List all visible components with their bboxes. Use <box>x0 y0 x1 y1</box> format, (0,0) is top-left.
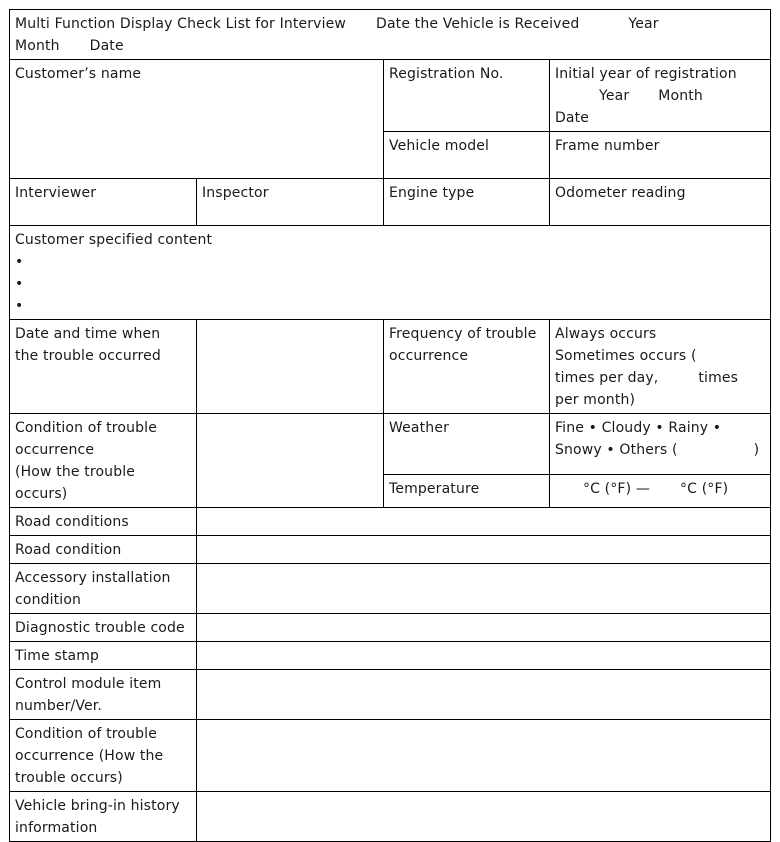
customer-name-label: Customer’s name <box>15 66 142 82</box>
control-module-label: number/Ver. <box>15 698 103 714</box>
specified-content-row <box>10 226 771 320</box>
header-cell <box>10 10 771 60</box>
trouble-datetime-label-cell <box>10 320 197 414</box>
history-label: information <box>15 820 98 836</box>
odometer-label: Odometer reading <box>555 185 686 201</box>
frequency-always-option[interactable]: Always occurs <box>555 326 657 342</box>
trouble-datetime-label: Date and time when <box>15 326 161 342</box>
staff-row <box>10 179 771 226</box>
temperature-unit-to: °C (°F) <box>680 480 729 497</box>
condition-label-cell <box>10 414 197 508</box>
frequency-label: occurrence <box>389 348 469 364</box>
customer-row <box>10 60 771 132</box>
frequency-options-cell[interactable] <box>550 320 771 414</box>
road-conditions-value[interactable] <box>197 508 771 536</box>
road-condition-row <box>10 536 771 564</box>
engine-type-cell[interactable] <box>384 179 550 226</box>
frequency-times-line <box>555 367 765 389</box>
initial-registration-year-month <box>555 85 765 107</box>
header-date-label: Date <box>89 38 124 54</box>
interviewer-label: Interviewer <box>15 185 97 201</box>
road-condition-label-cell <box>10 536 197 564</box>
registration-date-label: Date <box>555 110 590 126</box>
trouble-condition-label: Condition of trouble <box>15 726 157 742</box>
checklist-title: Multi Function Display Check List for Interview <box>15 16 347 32</box>
frequency-sometimes-option[interactable]: Sometimes occurs ( <box>555 348 697 364</box>
condition-label: occurs) <box>15 486 68 502</box>
road-conditions-label: Road conditions <box>15 514 129 530</box>
control-module-value[interactable] <box>197 670 771 720</box>
history-value[interactable] <box>197 792 771 842</box>
vehicle-model-label: Vehicle model <box>389 138 490 154</box>
temperature-label-cell <box>384 474 550 507</box>
road-conditions-label-cell <box>10 508 197 536</box>
accessory-row <box>10 564 771 614</box>
weather-others-option[interactable]: Snowy • Others ( <box>555 442 678 458</box>
control-module-label-cell <box>10 670 197 720</box>
times-per-day-label: times per day, <box>555 370 659 386</box>
accessory-label: Accessory installation <box>15 570 171 586</box>
trouble-condition-label-cell <box>10 720 197 792</box>
odometer-cell[interactable] <box>550 179 771 226</box>
specified-bullet: • <box>15 298 24 314</box>
history-label-cell <box>10 792 197 842</box>
condition-label: Condition of trouble <box>15 420 157 436</box>
interview-checklist-table <box>9 9 771 842</box>
temperature-label: Temperature <box>389 480 480 497</box>
road-condition-value[interactable] <box>197 536 771 564</box>
accessory-value[interactable] <box>197 564 771 614</box>
frame-number-label: Frame number <box>555 138 660 154</box>
inspector-label: Inspector <box>202 185 269 201</box>
date-received-label: Date the Vehicle is Received <box>376 16 580 32</box>
specified-bullet: • <box>15 276 24 292</box>
weather-options-line2[interactable] <box>555 439 765 461</box>
registration-month-label: Month <box>658 88 703 104</box>
registration-year-label: Year <box>599 88 630 104</box>
road-conditions-row <box>10 508 771 536</box>
weather-label: Weather <box>389 420 449 436</box>
time-stamp-label: Time stamp <box>15 648 100 664</box>
condition-label: (How the trouble <box>15 464 136 480</box>
header-row <box>10 10 771 60</box>
trouble-condition-row <box>10 720 771 792</box>
dtc-label-cell <box>10 614 197 642</box>
condition-weather-row <box>10 414 771 475</box>
engine-type-label: Engine type <box>389 185 475 201</box>
specified-content-cell[interactable] <box>10 226 771 320</box>
history-row <box>10 792 771 842</box>
frame-number-cell[interactable] <box>550 132 771 179</box>
road-condition-label: Road condition <box>15 542 122 558</box>
registration-no-label: Registration No. <box>389 66 504 82</box>
per-month-label: per month) <box>555 392 636 408</box>
time-stamp-row <box>10 642 771 670</box>
frequency-label: Frequency of trouble <box>389 326 537 342</box>
initial-registration-label: Initial year of registration <box>555 66 737 82</box>
dtc-value[interactable] <box>197 614 771 642</box>
specified-content-label: Customer specified content <box>15 232 213 248</box>
header-month-label: Month <box>15 38 60 54</box>
control-module-label: Control module item <box>15 676 162 692</box>
time-stamp-label-cell <box>10 642 197 670</box>
accessory-label: condition <box>15 592 82 608</box>
inspector-cell[interactable] <box>197 179 384 226</box>
condition-value[interactable] <box>197 414 384 508</box>
times-label: times <box>698 370 739 386</box>
weather-label-cell <box>384 414 550 475</box>
trouble-condition-label: trouble occurs) <box>15 770 123 786</box>
history-label: Vehicle bring-in history <box>15 798 180 814</box>
trouble-condition-value[interactable] <box>197 720 771 792</box>
customer-name-cell[interactable] <box>10 60 384 179</box>
dtc-label: Diagnostic trouble code <box>15 620 185 636</box>
accessory-label-cell <box>10 564 197 614</box>
specified-bullet: • <box>15 254 24 270</box>
vehicle-model-cell[interactable] <box>384 132 550 179</box>
condition-label: occurrence <box>15 442 95 458</box>
registration-no-cell[interactable] <box>384 60 550 132</box>
time-stamp-value[interactable] <box>197 642 771 670</box>
trouble-time-row <box>10 320 771 414</box>
trouble-datetime-label: the trouble occurred <box>15 348 161 364</box>
frequency-label-cell <box>384 320 550 414</box>
trouble-datetime-value[interactable] <box>197 320 384 414</box>
control-module-row <box>10 670 771 720</box>
interviewer-cell[interactable] <box>10 179 197 226</box>
weather-options-cell[interactable] <box>550 414 771 475</box>
weather-close-paren: ) <box>753 442 760 458</box>
trouble-condition-label: occurrence (How the <box>15 748 164 764</box>
temperature-unit-from: °C (°F) — <box>583 480 651 497</box>
temperature-value-cell[interactable] <box>550 474 771 507</box>
dtc-row <box>10 614 771 642</box>
weather-options-line1[interactable]: Fine • Cloudy • Rainy • <box>555 420 722 436</box>
initial-registration-cell[interactable] <box>550 60 771 132</box>
header-year-label: Year <box>628 16 659 32</box>
